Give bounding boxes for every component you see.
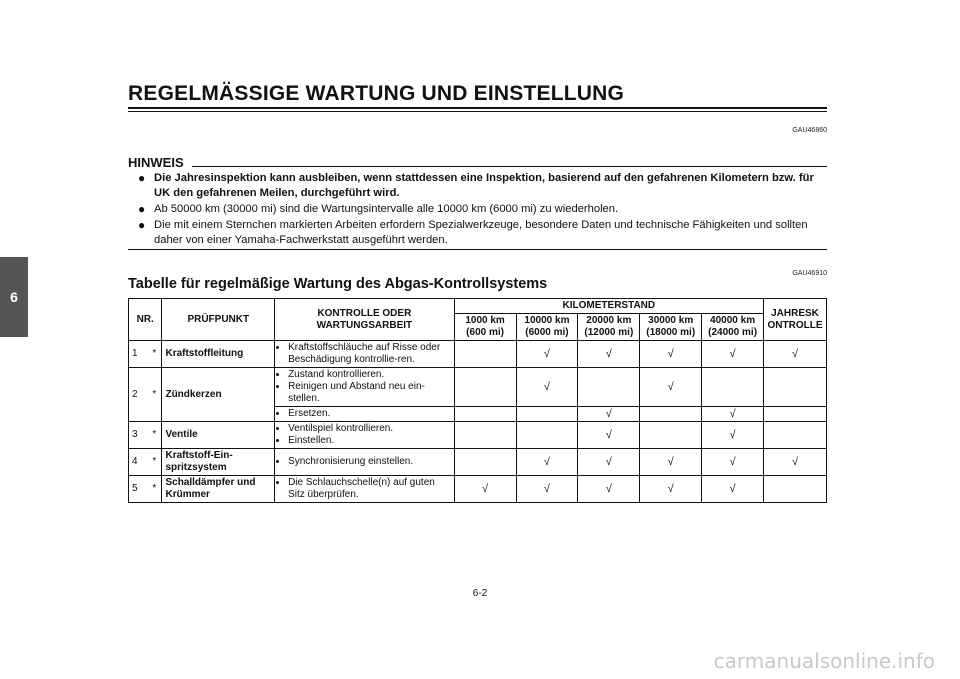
header-interval: 1000 km (600 mi) bbox=[454, 314, 516, 341]
maintenance-table bbox=[128, 298, 827, 503]
chapter-tab: 6 bbox=[0, 257, 28, 337]
work-step: • Die Schlauchschelle(n) auf guten Sitz überprüfen. bbox=[288, 477, 451, 501]
row-item: Zündkerzen bbox=[162, 368, 275, 422]
header-interval: 20000 km (12000 mi) bbox=[578, 314, 640, 341]
bullet-icon: ● bbox=[138, 218, 146, 232]
header-kilometerstand: KILOMETERSTAND bbox=[454, 299, 763, 314]
table-row bbox=[129, 422, 827, 449]
row-number: 4 bbox=[129, 449, 148, 476]
check-cell: √ bbox=[640, 341, 702, 368]
page-title: REGELMÄSSIGE WARTUNG UND EINSTELLUNG bbox=[128, 82, 625, 105]
note-item bbox=[138, 171, 828, 201]
header-annual: JAHRESK ONTROLLE bbox=[764, 299, 827, 341]
check-cell: √ bbox=[578, 422, 640, 449]
header-work: KONTROLLE ODER WARTUNGSARBEIT bbox=[275, 299, 455, 341]
note-text: Die Jahresinspektion kann ausbleiben, wenn stattdessen eine Inspektion, basierend auf den gefahrenen Kilometern bzw. für UK den gefahrenen Meilen, durchgeführt wird. bbox=[154, 172, 814, 199]
row-star: * bbox=[147, 368, 162, 422]
check-cell: √ bbox=[578, 449, 640, 476]
check-cell: √ bbox=[578, 341, 640, 368]
note-item bbox=[138, 202, 828, 217]
notes-list bbox=[138, 171, 828, 249]
check-cell: √ bbox=[640, 368, 702, 407]
check-cell bbox=[640, 422, 702, 449]
check-cell: √ bbox=[516, 341, 578, 368]
check-cell bbox=[454, 407, 516, 422]
work-step: • Zustand kontrollieren. bbox=[288, 369, 451, 381]
hinweis-label: HINWEIS bbox=[128, 155, 184, 170]
work-step: • Ersetzen. bbox=[288, 408, 451, 420]
row-work bbox=[275, 422, 455, 449]
row-work bbox=[275, 407, 455, 422]
page-number: 6-2 bbox=[472, 588, 488, 599]
check-cell bbox=[764, 422, 827, 449]
header-interval: 30000 km (18000 mi) bbox=[640, 314, 702, 341]
check-cell: √ bbox=[702, 341, 764, 368]
check-cell: √ bbox=[702, 476, 764, 503]
row-work bbox=[275, 368, 455, 407]
note-text: Ab 50000 km (30000 mi) sind die Wartungsintervalle alle 10000 km (6000 mi) zu wiederholen. bbox=[154, 203, 619, 215]
bullet-icon: ● bbox=[138, 171, 146, 185]
notes-rule bbox=[128, 249, 827, 250]
reference-code-1: GAU46860 bbox=[792, 127, 827, 134]
check-cell: √ bbox=[702, 407, 764, 422]
table-row bbox=[129, 368, 827, 407]
check-cell: √ bbox=[764, 341, 827, 368]
row-work bbox=[275, 341, 455, 368]
work-step: • Einstellen. bbox=[288, 435, 451, 447]
check-cell: √ bbox=[516, 368, 578, 407]
work-step: • Ventilspiel kontrollieren. bbox=[288, 423, 451, 435]
check-cell: √ bbox=[702, 422, 764, 449]
check-cell bbox=[454, 341, 516, 368]
reference-code-2: GAU46910 bbox=[792, 270, 827, 277]
header-interval: 10000 km (6000 mi) bbox=[516, 314, 578, 341]
row-item: Schalldämpfer und Krümmer bbox=[162, 476, 275, 503]
table-row bbox=[129, 476, 827, 503]
work-step: • Kraftstoffschläuche auf Risse oder Beschädigung kontrollie-ren. bbox=[288, 342, 451, 366]
work-step: • Synchronisierung einstellen. bbox=[288, 456, 451, 468]
check-cell bbox=[764, 368, 827, 407]
check-cell: √ bbox=[454, 476, 516, 503]
work-step: • Reinigen und Abstand neu ein-stellen. bbox=[288, 381, 451, 405]
check-cell bbox=[454, 449, 516, 476]
check-cell: √ bbox=[764, 449, 827, 476]
row-item: Kraftstoffleitung bbox=[162, 341, 275, 368]
check-cell bbox=[764, 407, 827, 422]
check-cell bbox=[516, 422, 578, 449]
check-cell: √ bbox=[640, 449, 702, 476]
check-cell bbox=[764, 476, 827, 503]
check-cell: √ bbox=[640, 476, 702, 503]
row-work bbox=[275, 476, 455, 503]
check-cell bbox=[454, 368, 516, 407]
check-cell bbox=[702, 368, 764, 407]
note-item bbox=[138, 218, 828, 248]
check-cell: √ bbox=[702, 449, 764, 476]
header-interval: 40000 km (24000 mi) bbox=[702, 314, 764, 341]
row-number: 5 bbox=[129, 476, 148, 503]
row-number: 1 bbox=[129, 341, 148, 368]
check-cell: √ bbox=[516, 476, 578, 503]
row-number: 3 bbox=[129, 422, 148, 449]
row-number: 2 bbox=[129, 368, 148, 422]
header-item: PRÜFPUNKT bbox=[162, 299, 275, 341]
row-item: Kraftstoff-Ein-spritzsystem bbox=[162, 449, 275, 476]
row-star: * bbox=[147, 476, 162, 503]
bullet-icon: ● bbox=[138, 202, 146, 216]
row-star: * bbox=[147, 449, 162, 476]
title-rule bbox=[128, 107, 827, 112]
row-item: Ventile bbox=[162, 422, 275, 449]
section-heading: Tabelle für regelmäßige Wartung des Abgas-Kontrollsystems bbox=[128, 276, 548, 292]
check-cell bbox=[578, 368, 640, 407]
header-nr: NR. bbox=[129, 299, 162, 341]
row-star: * bbox=[147, 341, 162, 368]
check-cell: √ bbox=[578, 407, 640, 422]
check-cell: √ bbox=[516, 449, 578, 476]
check-cell bbox=[454, 422, 516, 449]
table-row bbox=[129, 449, 827, 476]
hinweis-rule bbox=[192, 166, 827, 167]
check-cell bbox=[640, 407, 702, 422]
row-work bbox=[275, 449, 455, 476]
check-cell bbox=[516, 407, 578, 422]
table-row bbox=[129, 341, 827, 368]
row-star: * bbox=[147, 422, 162, 449]
watermark: carmanualsonline.info bbox=[713, 649, 935, 673]
note-text: Die mit einem Sternchen markierten Arbeiten erfordern Spezialwerkzeuge, besondere Daten und technische Fähigkeiten und sollten daher von einer Yamaha-Fachwerkstatt ausgeführt werden. bbox=[154, 219, 808, 246]
check-cell: √ bbox=[578, 476, 640, 503]
